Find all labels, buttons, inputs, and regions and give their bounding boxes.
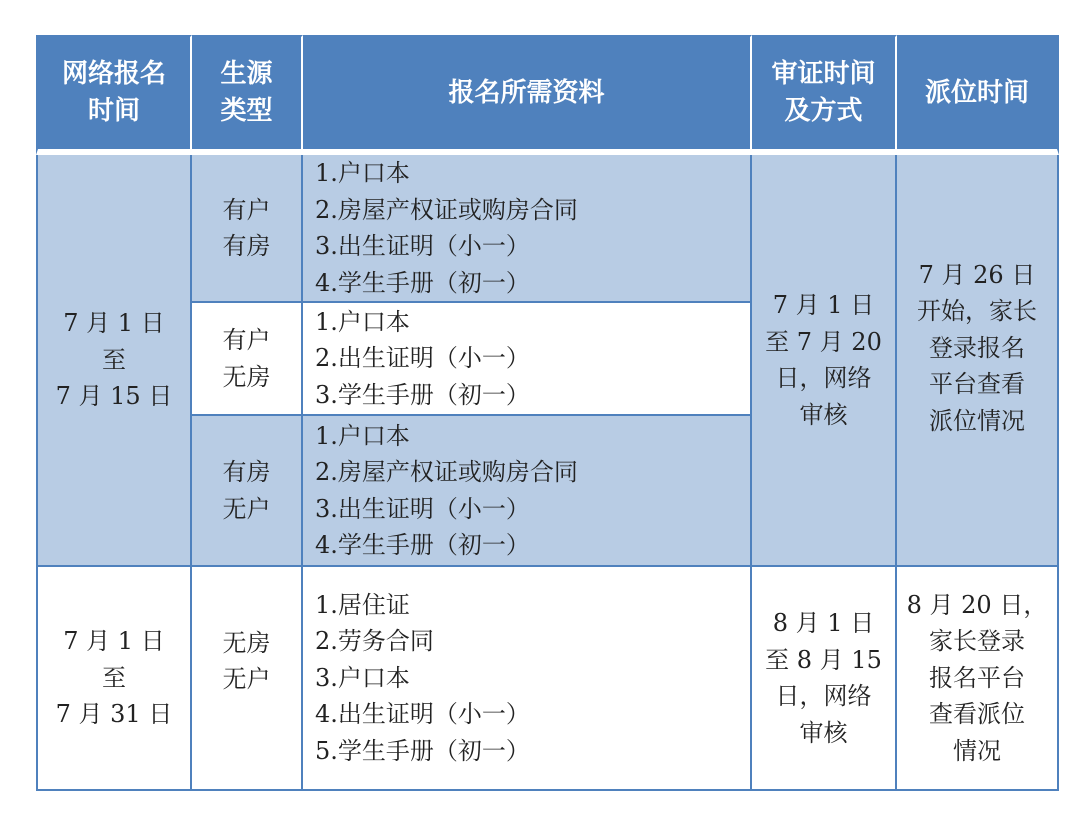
material-item: 1.户口本 [315, 421, 410, 450]
header-text-line: 生源 [220, 59, 273, 89]
cell-text-line: 报名平台 [928, 663, 1025, 692]
material-item: 2.出生证明（小一） [315, 344, 530, 373]
cell-text-line: 至 7 月 20 [765, 327, 882, 356]
header-text-line: 报名所需资料 [448, 77, 605, 108]
materials-cell [303, 155, 752, 303]
student-type-cell [192, 416, 303, 567]
review-time-cell [752, 155, 897, 567]
cell-text-line: 审核 [799, 400, 848, 429]
cell-text-line: 平台查看 [929, 370, 1025, 399]
cell-text-line: 有房 [222, 232, 271, 260]
header-text-line: 类型 [220, 96, 273, 126]
cell-text-line: 情况 [952, 736, 1001, 765]
cell-text-line: 无户 [222, 494, 271, 523]
materials-cell [303, 303, 752, 416]
header-student-type [192, 35, 303, 155]
student-type-cell [192, 567, 303, 791]
cell-text-line: 无户 [222, 665, 271, 693]
cell-text-line: 7 月 1 日 [63, 309, 165, 338]
cell-text-line: 7 月 1 日 [63, 627, 165, 656]
cell-text-line: 有房 [222, 458, 271, 486]
cell-text-line: 查看派位 [928, 700, 1025, 729]
material-item: 4.出生证明（小一） [315, 700, 530, 729]
allocation-time-cell [897, 567, 1059, 791]
cell-text-line: 家长登录 [928, 627, 1025, 656]
enrollment-table [36, 35, 1059, 791]
material-item: 2.房屋产权证或购房合同 [315, 195, 578, 224]
material-item: 1.户口本 [315, 307, 410, 336]
cell-text-line: 7 月 15 日 [55, 382, 173, 411]
cell-text-line: 有户 [222, 326, 271, 354]
material-item: 3.学生手册（初一） [315, 380, 530, 409]
registration-time-cell [36, 567, 192, 791]
cell-text-line: 无房 [222, 362, 271, 391]
material-item: 3.户口本 [315, 663, 410, 692]
cell-text-line: 开始，家长 [917, 297, 1037, 326]
header-registration-time [36, 35, 192, 155]
material-item: 3.出生证明（小一） [315, 494, 530, 523]
registration-time-cell [36, 155, 192, 567]
cell-text-line: 至 [101, 663, 126, 692]
cell-text-line: 日，网络 [775, 364, 872, 392]
material-item: 4.学生手册（初一） [315, 268, 530, 297]
material-item: 1.户口本 [315, 159, 410, 187]
cell-text-line: 7 月 31 日 [55, 700, 173, 729]
material-item: 2.劳务合同 [315, 627, 434, 656]
material-item: 5.学生手册（初一） [315, 736, 530, 765]
cell-text-line: 有户 [222, 195, 271, 224]
cell-text-line: 8 月 20 日， [906, 590, 1048, 619]
material-item: 4.学生手册（初一） [315, 531, 530, 559]
materials-cell [303, 416, 752, 567]
header-review-time [752, 35, 897, 155]
student-type-cell [192, 303, 303, 416]
cell-text-line: 至 [101, 345, 126, 374]
materials-cell [303, 567, 752, 791]
student-type-cell [192, 155, 303, 303]
cell-text-line: 8 月 1 日 [772, 609, 875, 637]
material-item: 3.出生证明（小一） [315, 232, 530, 260]
material-item: 1.居住证 [315, 590, 410, 619]
cell-text-line: 审核 [799, 718, 848, 747]
header-text-line: 派位时间 [924, 77, 1029, 108]
cell-text-line: 登录报名 [929, 333, 1025, 362]
header-text-line: 网络报名 [61, 59, 166, 89]
header-text-line: 时间 [87, 96, 140, 126]
cell-text-line: 派位情况 [929, 406, 1025, 435]
cell-text-line: 7 月 26 日 [918, 260, 1036, 289]
cell-text-line: 日，网络 [775, 682, 872, 710]
header-allocation-time [897, 35, 1059, 155]
material-item: 2.房屋产权证或购房合同 [315, 458, 578, 486]
header-text-line: 审证时间 [771, 59, 876, 89]
cell-text-line: 至 8 月 15 [765, 645, 882, 674]
cell-text-line: 无房 [222, 628, 271, 657]
review-time-cell [752, 567, 897, 791]
header-text-line: 及方式 [784, 96, 863, 126]
allocation-time-cell [897, 155, 1059, 567]
cell-text-line: 7 月 1 日 [772, 291, 875, 319]
header-required-materials [303, 35, 752, 155]
